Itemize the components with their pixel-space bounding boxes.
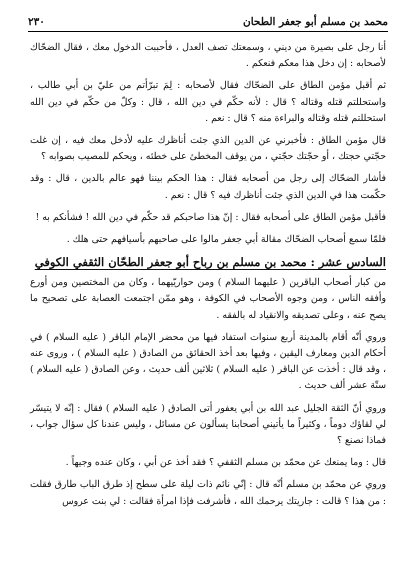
paragraph: أنا رجل على بصيرة من ديني ، وسمعتك تصف العدل ، فأحببت الدخول معك ، فقال الضحّاك لأصحابه : إن دخل هذا معكم فنعكم . [30,42,386,70]
paragraph: وروي أنّ الثقة الجليل عبد الله بن أبي يعفور أتى الصادق ( عليه السلام ) فقال : إنّه لا يتيسّر لي لقاؤك دوماً ، وكثيراً ما يأتيني أصحابنا يسألون عن مسائل ، وليس عندنا كل سؤال جواب ، فماذا نصنع ؟ [30,402,386,447]
paragraph: من كبار أصحاب الباقرين ( عليهما السلام ) ومن حواريّيهما ، وكان من المختصين ومن أورع وأفقه الناس ، ومن وجوه الأصحاب في الكوفة ، وهو ممّن اجتمعت العصابة على تصحيح ما يصح عنه ، وعلى تصديقه والانقياد له بالفقه . [30,277,386,321]
paragraph: فأقبل مؤمن الطاق على أصحابه فقال : إنّ هذا صاحبكم قد حكّم في دين الله ! فشأنكم به ! [35,211,386,223]
page-header [28,10,388,28]
paragraph: قال مؤمن الطاق : فأخبرني عن الدين الذي جئت أناظرك عليه لأدخل معك فيه ، إن غلت حجّتي حجتك ، أو حجّتك حجّتي ، من يوقف المخطئ على خطئه ، ويحكم للمصيب بصوابه ؟ [30,135,386,163]
page-body [30,40,386,516]
paragraph: وروي أنّه أقام بالمدينة أربع سنوات استفاد فيها من محضر الإمام الباقر ( عليه السلام ) في أحكام الدين ومعارف اليقين ، وفيها بعد أخذ الحقائق من الصادق ( عليه السلام ) ، وروى عنه ، وقد قال : أخذت عن الباقر ( عليه السلام ) ثلاثين ألف حديث ، وعن الصادق ( عليه السلام ) ستّة عشر ألف حديث . [30,331,386,392]
paragraph: وروي عن محمّد بن مسلم أنّه قال : إنّي نائم ذات ليلة على سطح إذ طرق الباب طارق فقلت : من هذا ؟ قالت : جاريتك يرحمك الله ، فأشرفت فإذا امرأة فقالت : لي بنت عروس [30,479,386,507]
paragraph: فلمّا سمع أصحاب الضحّاك مقالة أبي جعفر مالوا على صاحبهم بأسيافهم حتى هلك . [66,234,386,246]
page-number: ٢٣٠ [28,16,45,28]
paragraph: فأشار الضحّاك إلى رجل من أصحابه فقال : هذا الحكم بيننا فهو عالم بالدين ، قال : وقد حكّمت هذا في الدين الذي جئت أناظرك فيه ؟ قال : نعم . [30,173,386,201]
paragraph: قال : وما يمنعك عن محمّد بن مسلم الثقفي ؟ فقد أخذ عن أبي ، وكان عنده وجيهاً . [65,457,386,469]
section-heading: السادس عشر : محمد بن مسلم بن رباح أبو جعفر الطحّان الثقفي الكوفي [34,255,386,270]
running-title: محمد بن مسلم أبو جعفر الطحان [243,16,388,28]
paragraph: ثم أقبل مؤمن الطاق على الضحّاك فقال لأصحابه : لِمَ تبرّأتم من عليّ بن أبي طالب ، واستحللتم قتله وقتاله ؟ قال : لأنه حكّم في دين الله ، قال : وكلّ من حكّم في دين الله استحللتم قتله وقتاله والبراءة منه ؟ قال : نعم . [30,80,386,124]
header-rule [28,31,388,32]
